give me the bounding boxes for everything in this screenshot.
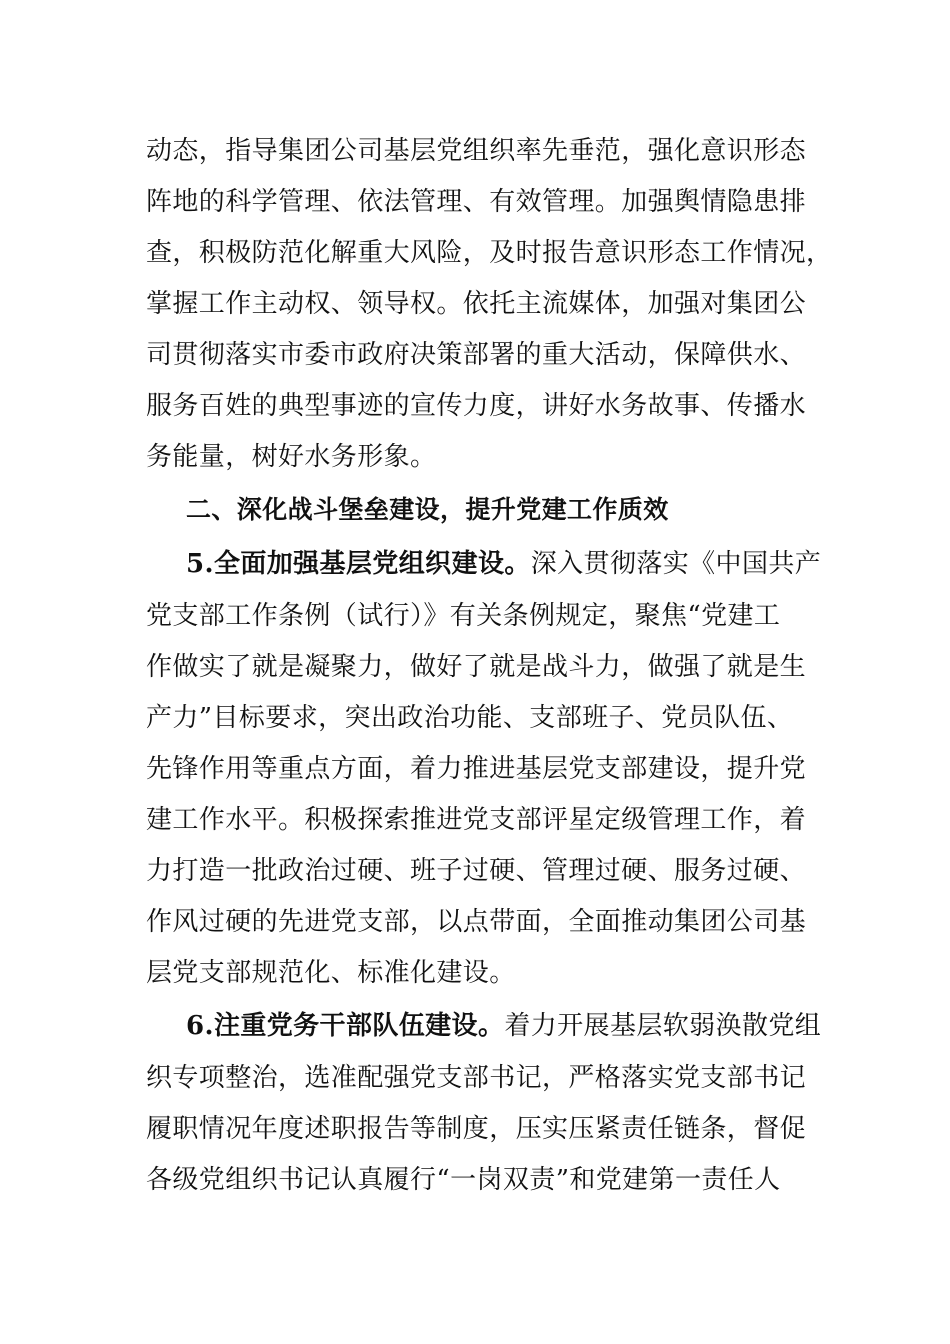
paragraph-line: 查，积极防范化解重大风险，及时报告意识形态工作情况， (146, 238, 833, 268)
paragraph-line: 建工作水平。积极探索推进党支部评星定级管理工作，着 (146, 805, 807, 835)
paragraph-line: 服务百姓的典型事迹的宣传力度，讲好水务故事、传播水 (146, 391, 807, 421)
paragraph-line: 司贯彻落实市委市政府决策部署的重大活动，保障供水、 (146, 340, 807, 370)
item-title-6: 6.注重党务干部队伍建设。 (186, 1011, 505, 1041)
paragraph-line: 党支部工作条例（试行）》有关条例规定，聚焦“党建工 (146, 601, 781, 631)
paragraph-line: 掌握工作主动权、领导权。依托主流媒体，加强对集团公 (146, 289, 807, 319)
paragraph-line: 织专项整治，选准配强党支部书记，严格落实党支部书记 (146, 1063, 807, 1093)
paragraph-line: 阵地的科学管理、依法管理、有效管理。加强舆情隐患排 (146, 187, 807, 217)
paragraph-line: 层党支部规范化、标准化建设。 (146, 958, 516, 988)
paragraph-first-line (186, 1009, 846, 1045)
paragraph-line: 作风过硬的先进党支部，以点带面，全面推动集团公司基 (146, 907, 807, 937)
item-text: 着力开展基层软弱涣散党组 (504, 1011, 822, 1041)
paragraph-line: 履职情况年度述职报告等制度，压实压紧责任链条，督促 (146, 1114, 807, 1144)
paragraph-first-line (186, 547, 846, 583)
item-text: 深入贯彻落实《中国共产 (530, 549, 822, 579)
paragraph-line: 务能量，树好水务形象。 (146, 442, 437, 472)
section-heading: 二、深化战斗堡垒建设，提升党建工作质效 (186, 495, 669, 524)
paragraph-line: 力打造一批政治过硬、班子过硬、管理过硬、服务过硬、 (146, 856, 807, 886)
paragraph-line: 作做实了就是凝聚力，做好了就是战斗力，做强了就是生 (146, 652, 807, 682)
paragraph-line: 各级党组织书记认真履行“一岗双责”和党建第一责任人 (146, 1165, 781, 1195)
paragraph-line: 产力”目标要求，突出政治功能、支部班子、党员队伍、 (146, 703, 794, 733)
paragraph-line: 先锋作用等重点方面，着力推进基层党支部建设，提升党 (146, 754, 807, 784)
paragraph-line: 动态，指导集团公司基层党组织率先垂范，强化意识形态 (146, 136, 807, 166)
item-title-5: 5.全面加强基层党组织建设。 (186, 549, 531, 579)
